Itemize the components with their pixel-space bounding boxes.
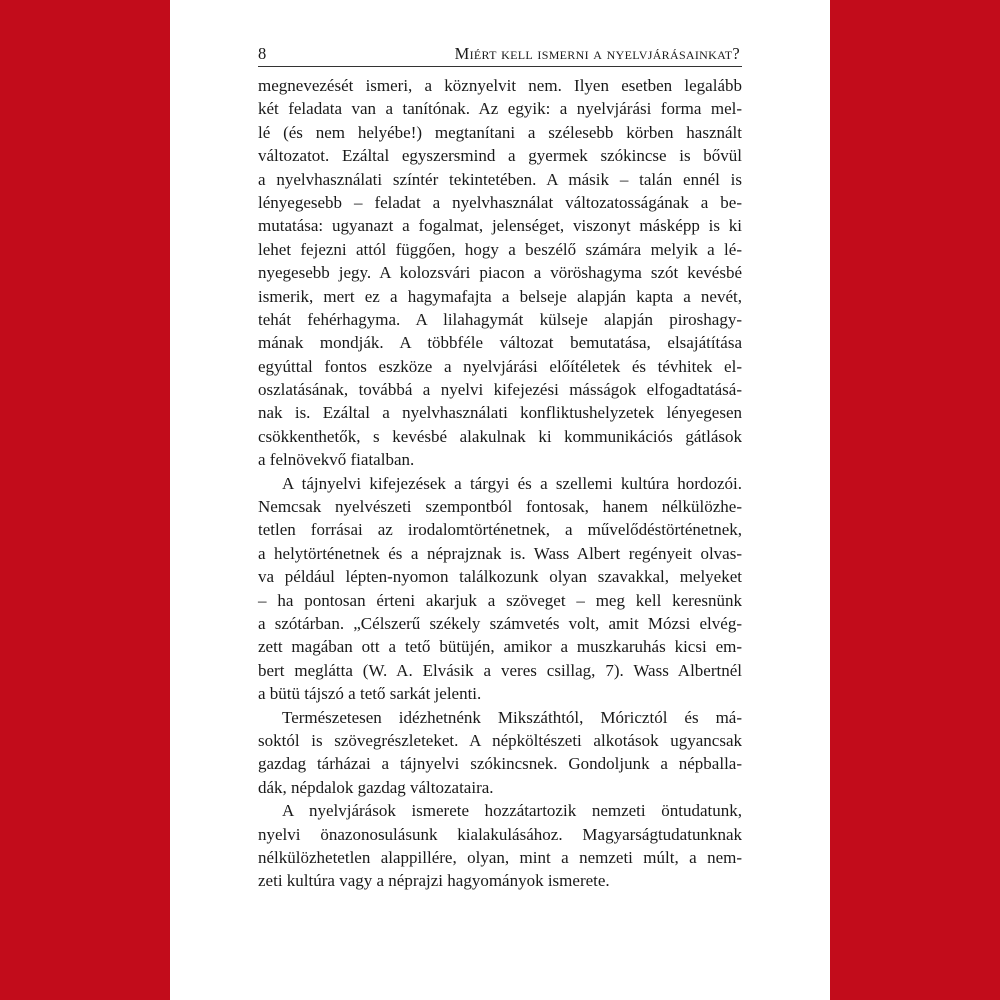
text-line: nélkülözhetetlen alappillére, olyan, mint a nemzeti múlt, a nem-	[258, 847, 742, 867]
text-line: A nyelvjárások ismerete hozzátartozik nemzeti öntudatunk,	[282, 801, 742, 821]
text-line: megnevezését ismeri, a köznyelvit nem. Ilyen esetben legalább	[258, 76, 742, 95]
running-title: Miért kell ismerni a nyelvjárásainkat?	[454, 44, 740, 63]
text-line: mának mondják. A többféle változat bemutatása, elsajátítása	[258, 333, 742, 353]
running-header	[258, 42, 742, 67]
text-line: nyelvi önazonosulásunk kialakulásához. Magyarságtudatunknak	[258, 824, 742, 844]
text-line: gazdag tárházai a tájnyelvi szókincsnek. Gondoljunk a népballa-	[258, 754, 742, 774]
text-line: a nyelvhasználati színtér tekintetében. A másik – talán ennél is	[258, 169, 742, 189]
text-line: – ha pontosan érteni akarjuk a szöveget – meg kell keresnünk	[258, 590, 742, 610]
text-line: Természetesen idézhetnénk Mikszáthtól, Móricztól és má-	[282, 707, 742, 727]
text-line: tetlen forrásai az irodalomtörténetnek, a művelődéstörténetnek,	[258, 520, 742, 540]
body-text	[258, 74, 742, 893]
text-line: dák, népdalok gazdag változataira.	[258, 777, 494, 797]
text-line: a bütü tájszó a tető sarkát jelenti.	[258, 684, 482, 704]
text-line: egyúttal fontos eszköze a nyelvjárási előítéletek és tévhitek el-	[258, 356, 742, 376]
text-line: lehet fejezni attól függően, hogy a beszélő számára melyik a lé-	[258, 239, 742, 259]
text-line: A tájnyelvi kifejezések a tárgyi és a szellemi kultúra hordozói.	[282, 473, 742, 493]
text-line: lé (és nem helyébe!) megtanítani a szélesebb körben használt	[258, 122, 742, 142]
text-line: két feladata van a tanítónak. Az egyik: a nyelvjárási forma mel-	[258, 99, 742, 119]
text-line: ismerik, mert ez a hagymafajta a belseje alapján kapta a nevét,	[258, 286, 742, 306]
text-line: a felnövekvő fiatalban.	[258, 450, 415, 470]
text-line: oszlatásának, továbbá a nyelvi kifejezési másságok elfogadtatásá-	[258, 380, 742, 400]
text-line: mutatása: ugyanazt a fogalmat, jelenséget, viszonyt másképp is ki	[258, 216, 742, 236]
text-line: lényegesebb – feladat a nyelvhasználat változatosságának a be-	[258, 192, 742, 212]
text-line: va például lépten-nyomon találkozunk olyan szavakkal, melyeket	[258, 567, 742, 587]
text-line: bert meglátta (W. A. Elvásik a veres csillag, 7). Wass Albertnél	[258, 660, 742, 680]
book-page	[170, 0, 830, 1000]
text-line: zett magában ott a tető bütüjén, amikor a muszkaruhás kicsi em-	[258, 637, 742, 657]
text-line: nyegesebb jegy. A kolozsvári piacon a vöröshagyma szót kevésbé	[258, 263, 742, 283]
text-line: a helytörténetnek és a néprajznak is. Wass Albert regényeit olvas-	[258, 543, 742, 563]
text-line: a szótárban. „Célszerű székely számvetés volt, amit Mózsi elvég-	[258, 613, 742, 633]
text-line: csökkenthetők, s kevésbé alakulnak ki kommunikációs gátlások	[258, 426, 742, 446]
text-line: tehát fehérhagyma. A lilahagymát külseje alapján piroshagy-	[258, 309, 742, 329]
text-line: zeti kultúra vagy a néprajzi hagyományok ismerete.	[258, 871, 610, 891]
page-number: 8	[258, 44, 267, 63]
text-line: Nemcsak nyelvészeti szempontból fontosak, hanem nélkülözhe-	[258, 497, 742, 517]
text-line: soktól is szövegrészleteket. A népköltészeti alkotások ugyancsak	[258, 730, 742, 750]
text-line: nak is. Ezáltal a nyelvhasználati konfliktushelyzetek lényegesen	[258, 403, 742, 423]
text-line: változatot. Ezáltal egyszersmind a gyermek szókincse is bővül	[258, 146, 742, 166]
